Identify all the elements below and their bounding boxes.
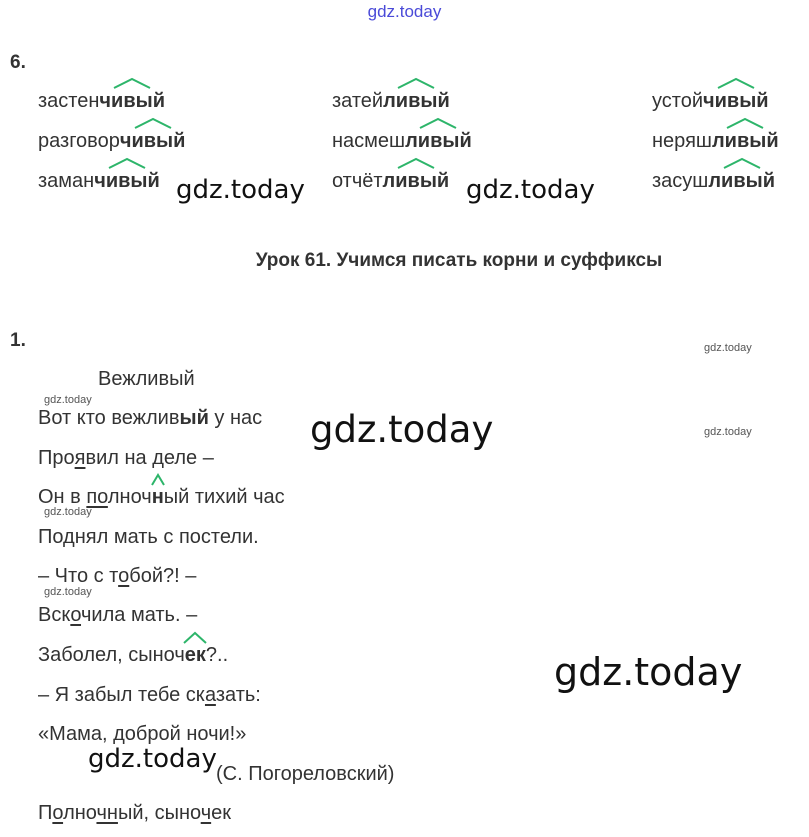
word-root: заман <box>38 170 95 192</box>
word-root: разговор <box>38 130 120 152</box>
suffix-arc-icon <box>722 157 762 169</box>
word-root: неряш <box>652 130 712 152</box>
suffix-arc-icon <box>182 630 208 644</box>
watermark: gdz.today <box>466 175 595 205</box>
word-col1-row1 <box>38 90 165 113</box>
word-col3-row2 <box>652 130 779 153</box>
suffix-arc-icon <box>396 77 436 89</box>
suffix-letter: н <box>152 486 164 508</box>
suffix-arc-icon <box>107 157 147 169</box>
poem-line-4: Поднял мать с постели. <box>38 526 259 548</box>
word-suffix: ливый <box>712 130 779 152</box>
poem-line-10: Полночный, сыночек <box>38 802 231 824</box>
word-col3-row3 <box>652 170 775 193</box>
word-root: насмеш <box>332 130 406 152</box>
poem-line-5: – Что с тобой?! – <box>38 565 197 587</box>
word-suffix: ливый <box>708 170 775 192</box>
word-suffix: ливый <box>383 90 450 112</box>
word-root: затей <box>332 90 384 112</box>
word-root: застен <box>38 90 100 112</box>
poem-author: (С. Погореловский) <box>216 763 395 785</box>
watermark: gdz.today <box>704 342 752 354</box>
exercise-6-number: 6. <box>10 52 26 73</box>
word-suffix: чивый <box>94 170 160 192</box>
poem-line-2: Проявил на деле – <box>38 447 214 469</box>
poem-title: Вежливый <box>98 368 195 390</box>
word-col3-row1 <box>652 90 769 113</box>
suffix-arc-icon <box>725 117 765 129</box>
word-root: засуш <box>652 170 709 192</box>
watermark: gdz.today <box>554 650 743 694</box>
suffix-arc-icon <box>396 157 436 169</box>
watermark: gdz.today <box>44 394 92 406</box>
word-suffix: чивый <box>99 90 165 112</box>
watermark: gdz.today <box>44 506 92 518</box>
word-suffix: ливый <box>383 170 450 192</box>
watermark: gdz.today <box>88 744 217 774</box>
suffix-letters: ек <box>185 644 206 666</box>
watermark: gdz.today <box>176 175 305 205</box>
watermark: gdz.today <box>44 586 92 598</box>
poem-line-9: «Мама, доброй ночи!» <box>38 723 247 745</box>
suffix-arc-icon <box>418 117 458 129</box>
header-watermark: gdz.today <box>367 2 442 21</box>
word-col2-row2 <box>332 130 472 153</box>
word-col2-row3 <box>332 170 449 193</box>
poem-line-6: Вскочила мать. – <box>38 604 198 626</box>
word-col1-row3 <box>38 170 160 193</box>
lesson-title: Урок 61. Учимся писать корни и суффиксы <box>255 250 663 271</box>
suffix-arc-icon <box>150 472 166 486</box>
suffix-arc-icon <box>133 117 173 129</box>
watermark: gdz.today <box>704 426 752 438</box>
word-suffix: ливый <box>405 130 472 152</box>
poem-line-7: Заболел, сыноч ек?.. <box>38 644 228 667</box>
word-col2-row1 <box>332 90 450 113</box>
suffix-arc-icon <box>716 77 756 89</box>
word-suffix: чивый <box>703 90 769 112</box>
word-col1-row2 <box>38 130 185 153</box>
poem-line-1: Вот кто вежливый у нас <box>38 407 263 429</box>
exercise-1-number: 1. <box>10 330 26 351</box>
word-root: устой <box>652 90 704 112</box>
word-root: отчёт <box>332 170 383 192</box>
suffix-arc-icon <box>112 77 152 89</box>
poem-line-3: Он в полноч ный тихий час <box>38 486 285 509</box>
watermark: gdz.today <box>310 408 494 451</box>
poem-line-8: – Я забыл тебе сказать: <box>38 684 261 706</box>
word-suffix: чивый <box>120 130 186 152</box>
